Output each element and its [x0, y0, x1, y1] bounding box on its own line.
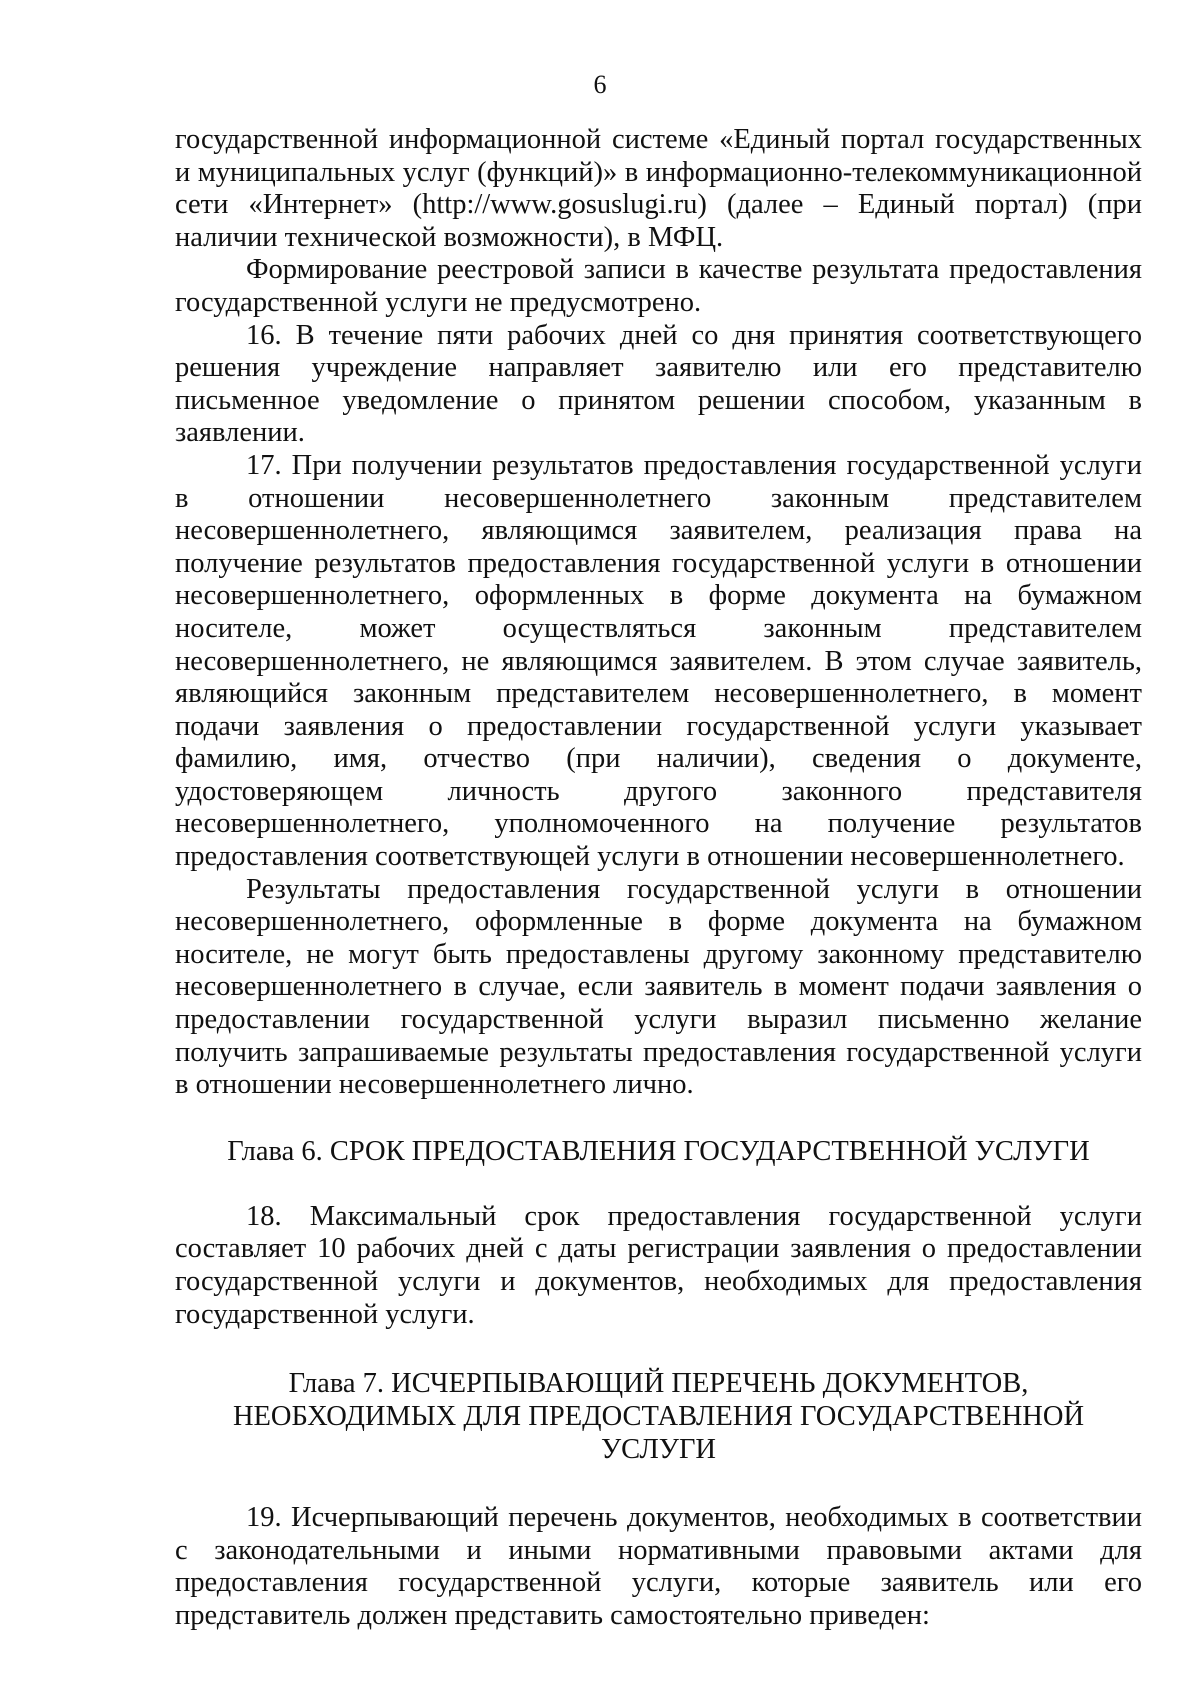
chapter-7-heading [175, 1367, 1142, 1466]
paragraph-registry-record: Формирование реестровой записи в качестве результата предоставления государственной услуги не предусмотрено. [175, 254, 1142, 318]
paragraph-results: Результаты предоставления государственной услуги в отношении несовершеннолетнего, оформленные в форме документа на бумажном носителе, не могут быть предоставлены другому законному представителю несовершеннолетнего в случае, если заявитель в момент подачи заявления о предоставлении государственной услуги выразил письменно желание получить запрашиваемые результаты предоставления государственной услуги в отношении несовершеннолетнего лично. [175, 873, 1142, 1101]
document-body [175, 124, 1142, 1633]
chapter-6-heading: Глава 6. СРОК ПРЕДОСТАВЛЕНИЯ ГОСУДАРСТВЕННОЙ УСЛУГИ [227, 1135, 1090, 1167]
page-number: 6 [593, 70, 607, 99]
paragraph-16: 16. В течение пяти рабочих дней со дня принятия соответствующего решения учреждение направляет заявителю или его представителю письменное уведомление о принятом решении способом, указанным в заявлении. [175, 319, 1142, 449]
paragraph-intro: государственной информационной системе «Единый портал государственных и муниципальных услуг (функций)» в информационно-телекоммуникационной сети «Интернет» (http://www.gosuslugi.ru) (далее – Единый портал) (при наличии технической возможности), в МФЦ. [175, 124, 1142, 253]
paragraph-17: 17. При получении результатов предоставления государственной услуги в отношении несовершеннолетнего законным представителем несовершеннолетнего, являющимся заявителем, реализация права на получение результатов предоставления государственной услуги в отношении несовершеннолетнего, оформленных в форме документа на бумажном носителе, может осуществляться законным представителем несовершеннолетнего, не являющимся заявителем. В этом случае заявитель, являющийся законным представителем несовершеннолетнего, в момент подачи заявления о предоставлении государственной услуги указывает фамилию, имя, отчество (при наличии), сведения о документе, удостоверяющем личность другого законного представителя несовершеннолетнего, уполномоченного на получение результатов предоставления соответствующей услуги в отношении несовершеннолетнего. [175, 449, 1142, 873]
paragraph-18: 18. Максимальный срок предоставления государственной услуги составляет 10 рабочих дней с даты регистрации заявления о предоставлении государственной услуги и документов, необходимых для предоставления государственной услуги. [175, 1200, 1142, 1330]
paragraph-19: 19. Исчерпывающий перечень документов, необходимых в соответствии с законодательными и иными нормативными правовыми актами для предоставления государственной услуги, которые заявитель или его представитель должен представить самостоятельно приведен: [175, 1502, 1142, 1631]
chapter-7-heading-line-2: НЕОБХОДИМЫХ ДЛЯ ПРЕДОСТАВЛЕНИЯ ГОСУДАРСТВЕННОЙ [232, 1401, 1085, 1433]
chapter-7-heading-line-1: Глава 7. ИСЧЕРПЫВАЮЩИЙ ПЕРЕЧЕНЬ ДОКУМЕНТОВ, [288, 1368, 1029, 1400]
chapter-7-heading-line-3: УСЛУГИ [600, 1434, 717, 1466]
